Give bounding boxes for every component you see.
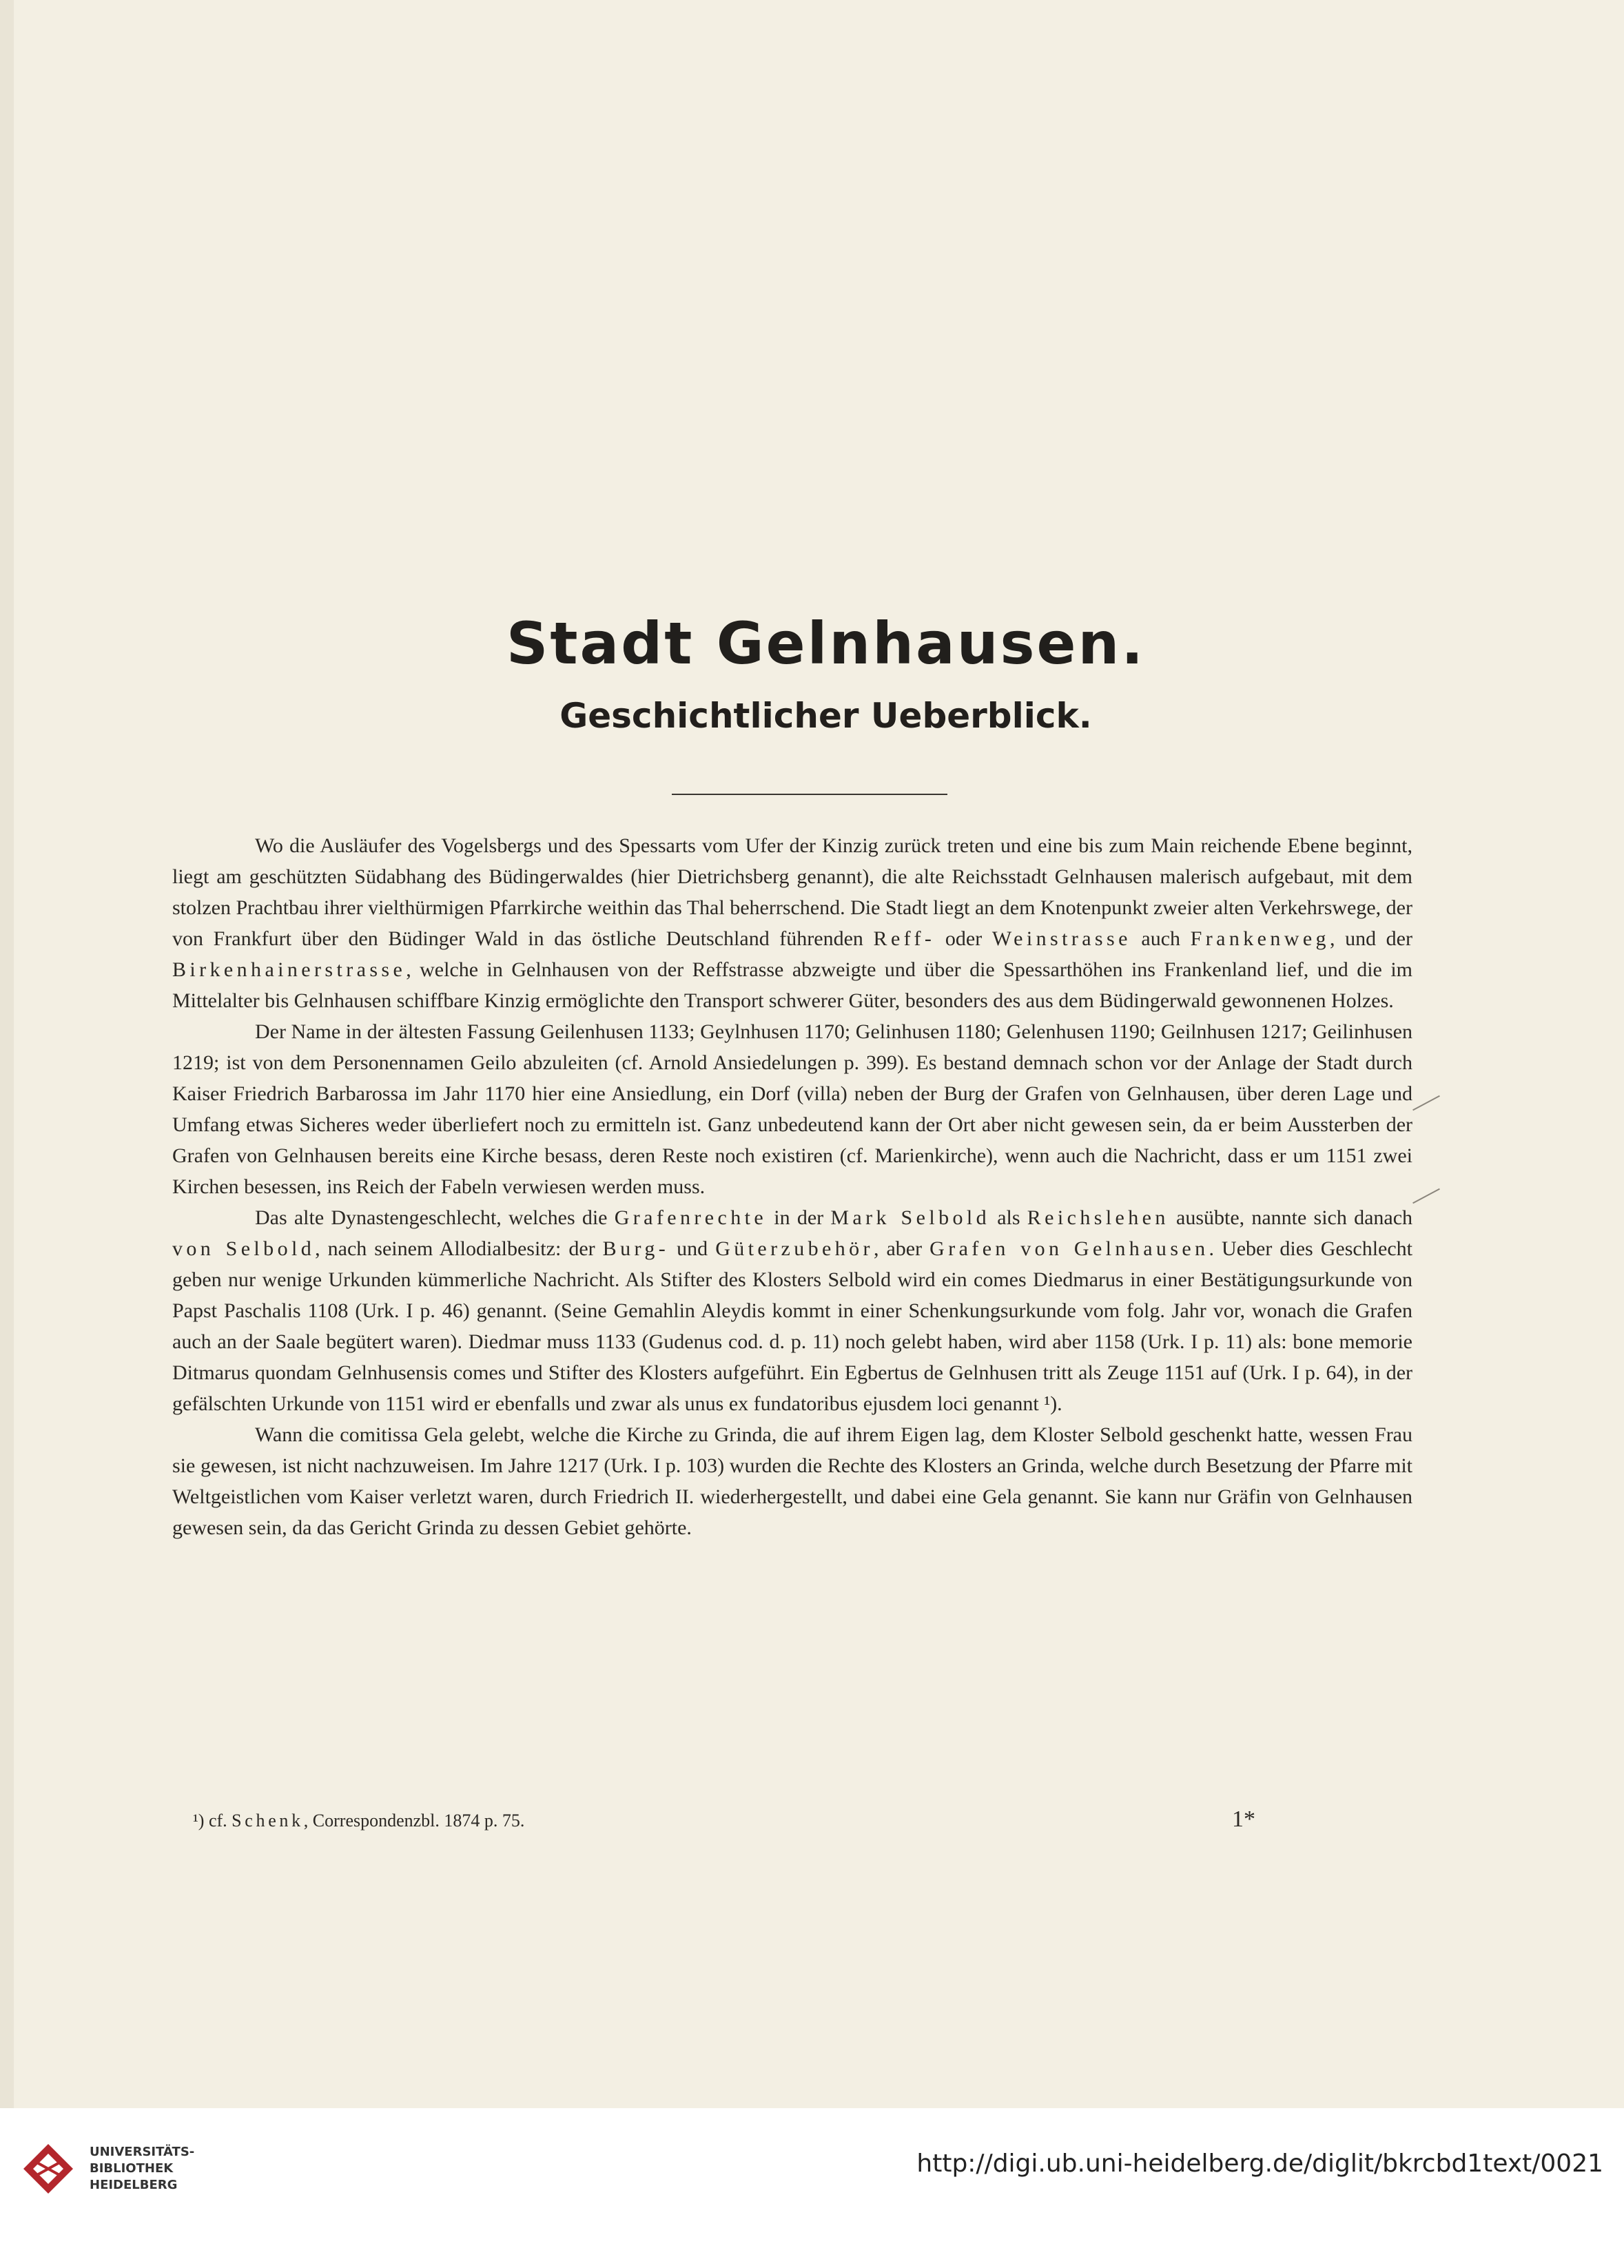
library-logo-icon: [21, 2141, 76, 2196]
paragraph: [172, 1016, 1412, 1202]
spaced-term: Reichslehen: [1027, 1206, 1169, 1229]
text-run: auch: [1131, 927, 1191, 950]
spaced-term: Grafen von Gelnhausen: [929, 1237, 1209, 1260]
text-run: , und der: [1329, 927, 1412, 950]
paragraph: [172, 1419, 1412, 1543]
spaced-term: Grafenrechte: [614, 1206, 768, 1229]
library-footer: [0, 2108, 1624, 2268]
source-url-link[interactable]: http://digi.ub.uni-heidelberg.de/diglit/bkrcbd1text/0021: [916, 2150, 1603, 2178]
text-run: , nach seinem Allodialbesitz: der: [315, 1237, 603, 1260]
margin-pencil-mark: [1412, 1095, 1440, 1111]
body-text: [172, 830, 1412, 1543]
text-run: Wo die Ausläufer des Vogelsbergs und des Spessarts vom Ufer der Kinzig zurück treten und eine bis zum Main reichende Ebene beginnt, liegt am geschützten Südabhang des Büdingerwaldes (hier Dietrichsberg genannt), die alte Reichsstadt Gelnhausen malerisch aufgebaut, mit dem stolzen Prachtbau ihrer vielthürmigen Pfarrkirche weithin das Thal beherrschend. Die Stadt liegt an dem Knotenpunkt zweier alten Verkehrswege, der von Frankfurt über den Büdinger Wald in das östliche Deutschland führenden: [172, 834, 1412, 950]
spaced-term: Weinstrasse: [991, 927, 1131, 950]
text-run: , welche in Gelnhausen von der Reffstrasse abzweigte und über die Spessarthöhen ins Frankenland lief, und die im Mittelalter bis Gelnhausen schiffbare Kinzig ermöglichte den Transport schwerer Güter, besonders des aus dem Büdingerwald gewonnenen Holzes.: [172, 958, 1412, 1012]
text-run: und: [669, 1237, 716, 1260]
library-name: [90, 2144, 194, 2194]
spaced-term: von Selbold: [172, 1237, 316, 1260]
text-run: als: [990, 1206, 1027, 1229]
text-run: in der: [767, 1206, 831, 1229]
footnote-author: Schenk: [232, 1811, 304, 1831]
text-run: Der Name in der ältesten Fassung Geilenhusen 1133; Geylnhusen 1170; Gelinhusen 1180; Gelenhusen 1190; Geilnhusen 1217; Geilinhusen 1219; ist von dem Personennamen Geilo abzuleiten (cf. Arnold Ansiedelungen p. 399). Es bestand demnach schon vor der Anlage der Stadt durch Kaiser Friedrich Barbarossa im Jahr 1170 hier eine Ansiedlung, ein Dorf (villa) neben der Burg der Grafen von Gelnhausen, über deren Lage und Umfang etwas Sicheres weder überliefert noch zu ermitteln ist. Ganz unbedeutend kann der Ort aber nicht gewesen sein, da er beim Aussterben der Grafen von Gelnhausen bereits eine Kirche besass, deren Reste noch existiren (cf. Marienkirche), wenn auch die Nachricht, dass er um 1151 zwei Kirchen besessen, ins Reich der Fabeln verwiesen werden muss.: [172, 1020, 1412, 1198]
footnote-reference: , Correspondenzbl. 1874 p. 75.: [303, 1811, 525, 1831]
library-name-line: UNIVERSITÄTS-: [90, 2145, 195, 2159]
spaced-term: Frankenweg: [1190, 927, 1330, 950]
library-name-line: BIBLIOTHEK: [90, 2161, 174, 2176]
spaced-term: Birkenhainerstrasse: [172, 958, 407, 981]
text-run: Das alte Dynastengeschlecht, welches die: [255, 1206, 615, 1229]
spaced-term: Burg-: [602, 1237, 670, 1260]
document-page: [14, 0, 1624, 2268]
text-run: . Ueber dies Geschlecht geben nur wenige Urkunden kümmerliche Nachricht. Als Stifter des Klosters Selbold wird ein comes Diedmarus in einer Bestätigungsurkunde von Papst Paschalis 1108 (Urk. I p. 46) genannt. (Seine Gemahlin Aleydis kommt in einer Schenkungsurkunde vom folg. Jahr vor, wonach die Grafen auch an der Saale begütert waren). Diedmar muss 1133 (Gudenus cod. d. p. 11) noch gelebt haben, wird aber 1158 (Urk. I p. 11) als: bone memorie Ditmarus quondam Gelnhusensis comes und Stifter des Klosters aufgeführt. Ein Egbertus de Gelnhusen tritt als Zeuge 1151 auf (Urk. I p. 64), in der gefälschten Urkunde von 1151 wird er ebenfalls und zwar als unus ex fundatoribus ejusdem loci genannt ¹).: [172, 1237, 1413, 1415]
page-title: Stadt Gelnhausen.: [506, 610, 1146, 677]
title-divider: [672, 794, 947, 795]
spaced-term: Mark Selbold: [830, 1206, 991, 1229]
spaced-term: Güterzubehör: [715, 1237, 874, 1260]
text-run: oder: [935, 927, 992, 950]
text-run: ausübte, nannte sich danach: [1169, 1206, 1413, 1229]
text-run: , aber: [873, 1237, 930, 1260]
library-name-line: HEIDELBERG: [90, 2178, 178, 2192]
paragraph: [172, 830, 1412, 1016]
text-run: Wann die comitissa Gela gelebt, welche die Kirche zu Grinda, die auf ihrem Eigen lag, dem Kloster Selbold geschenkt hatte, wessen Frau sie gewesen, ist nicht nachzuweisen. Im Jahre 1217 (Urk. I p. 103) wurden die Rechte des Klosters an Grinda, welche durch Besetzung der Pfarre mit Weltgeistlichen vom Kaiser verletzt waren, durch Friedrich II. wiederhergestellt, und dabei eine Gela genannt. Sie kann nur Gräfin von Gelnhausen gewesen sein, da das Gericht Grinda zu dessen Gebiet gehörte.: [172, 1423, 1412, 1539]
sheet-signature: 1*: [1232, 1806, 1255, 1832]
spaced-term: Reff-: [873, 927, 936, 950]
footnote-marker: ¹) cf.: [193, 1811, 232, 1831]
margin-pencil-mark: [1412, 1188, 1440, 1204]
page-subtitle: Geschichtlicher Ueberblick.: [559, 696, 1092, 736]
paragraph: [172, 1202, 1412, 1419]
footnote: [193, 1811, 1226, 1831]
